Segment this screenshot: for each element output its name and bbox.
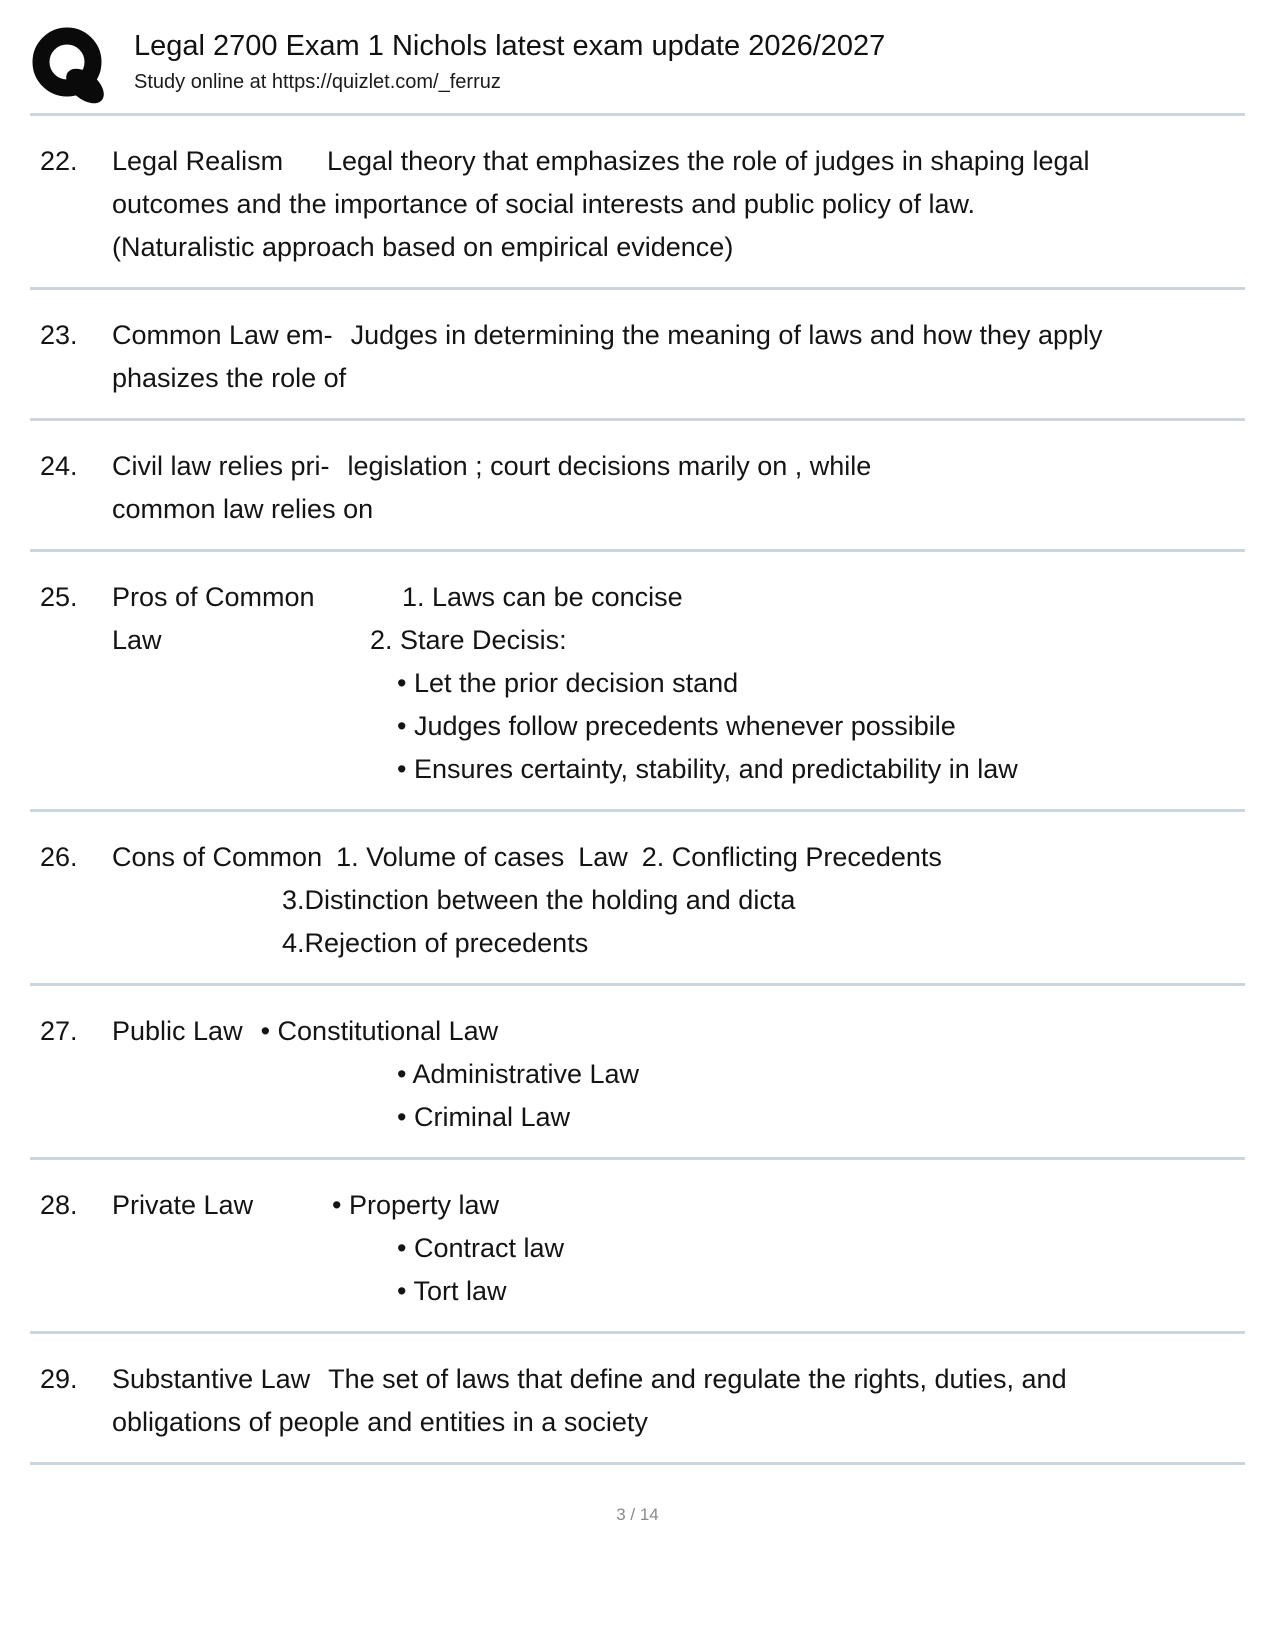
definition-text: 2. Conflicting Precedents (641, 842, 942, 872)
term-text: Substantive Law (112, 1364, 311, 1394)
term-text: Pros of Common (112, 582, 315, 612)
definition-text: 2. Stare Decisis: (370, 625, 567, 655)
term-text: Public Law (112, 1016, 243, 1046)
definition-text: 4.Rejection of precedents (282, 928, 589, 958)
bullet-item: • Administrative Law (397, 1059, 640, 1089)
term-text: Law (112, 625, 162, 655)
flashcard-entry-27 (0, 986, 1275, 1157)
entry-number: 26. (40, 842, 78, 872)
definition-text: obligations of people and entities in a society (112, 1407, 648, 1437)
page-number: 3 / 14 (616, 1505, 659, 1524)
definition-text: 1. Volume of cases (336, 842, 565, 872)
bullet-item: • Property law (332, 1190, 500, 1220)
definition-text: legislation ; court decisions marily on , while (347, 451, 872, 481)
flashcard-entry-28 (0, 1160, 1275, 1331)
entry-body (112, 1010, 1235, 1139)
entry-number: 24. (40, 451, 78, 481)
study-online-url: Study online at https://quizlet.com/_ferruz (134, 71, 501, 93)
term-text: common law relies on (112, 494, 374, 524)
flashcard-entry-23 (0, 290, 1275, 418)
flashcard-entry-25 (0, 552, 1275, 809)
definition-text: The set of laws that define and regulate the rights, duties, and (328, 1364, 1067, 1394)
bullet-item: • Judges follow precedents whenever possibile (397, 711, 956, 741)
term-text: Civil law relies pri- (112, 451, 330, 481)
bullet-item: • Criminal Law (397, 1102, 570, 1132)
quizlet-logo-icon (30, 26, 108, 106)
document-title: Legal 2700 Exam 1 Nichols latest exam update 2026/2027 (134, 30, 886, 62)
bullet-item: • Constitutional Law (260, 1016, 499, 1046)
term-text: Cons of Common (112, 842, 323, 872)
entry-number: 29. (40, 1364, 78, 1394)
definition-text: Judges in determining the meaning of laws and how they apply (350, 320, 1103, 350)
entry-number: 25. (40, 582, 78, 612)
bullet-item: • Tort law (397, 1276, 507, 1306)
bullet-item: • Contract law (397, 1233, 565, 1263)
flashcard-entry-24 (0, 421, 1275, 549)
entry-body (112, 1358, 1235, 1444)
entry-body (112, 445, 1235, 531)
definition-text: Legal theory that emphasizes the role of judges in shaping legal (327, 146, 1090, 176)
bullet-item: • Ensures certainty, stability, and predictability in law (397, 754, 1018, 784)
definition-text: 1. Laws can be concise (402, 582, 683, 612)
entry-number: 28. (40, 1190, 78, 1220)
entry-body (112, 314, 1235, 400)
term-text: Law (578, 842, 628, 872)
entry-body (112, 576, 1235, 791)
header-text (134, 26, 885, 95)
bullet-item: • Let the prior decision stand (397, 668, 739, 698)
entry-number: 27. (40, 1016, 78, 1046)
entry-number: 23. (40, 320, 78, 350)
term-text: Legal Realism (112, 146, 284, 176)
term-text: phasizes the role of (112, 363, 347, 393)
term-text: Common Law em- (112, 320, 333, 350)
flashcard-entry-22 (0, 116, 1275, 287)
entry-number: 22. (40, 146, 78, 176)
entry-body (112, 1184, 1235, 1313)
entry-body (112, 836, 1235, 965)
flashcard-entry-26 (0, 812, 1275, 983)
definition-text: (Naturalistic approach based on empirical evidence) (112, 232, 734, 262)
term-text: Private Law (112, 1190, 254, 1220)
separator (30, 1462, 1245, 1465)
definition-text: 3.Distinction between the holding and dicta (282, 885, 796, 915)
page-header (0, 0, 1275, 106)
flashcard-entry-29 (0, 1334, 1275, 1462)
entry-body (112, 140, 1235, 269)
definition-text: outcomes and the importance of social interests and public policy of law. (112, 189, 975, 219)
